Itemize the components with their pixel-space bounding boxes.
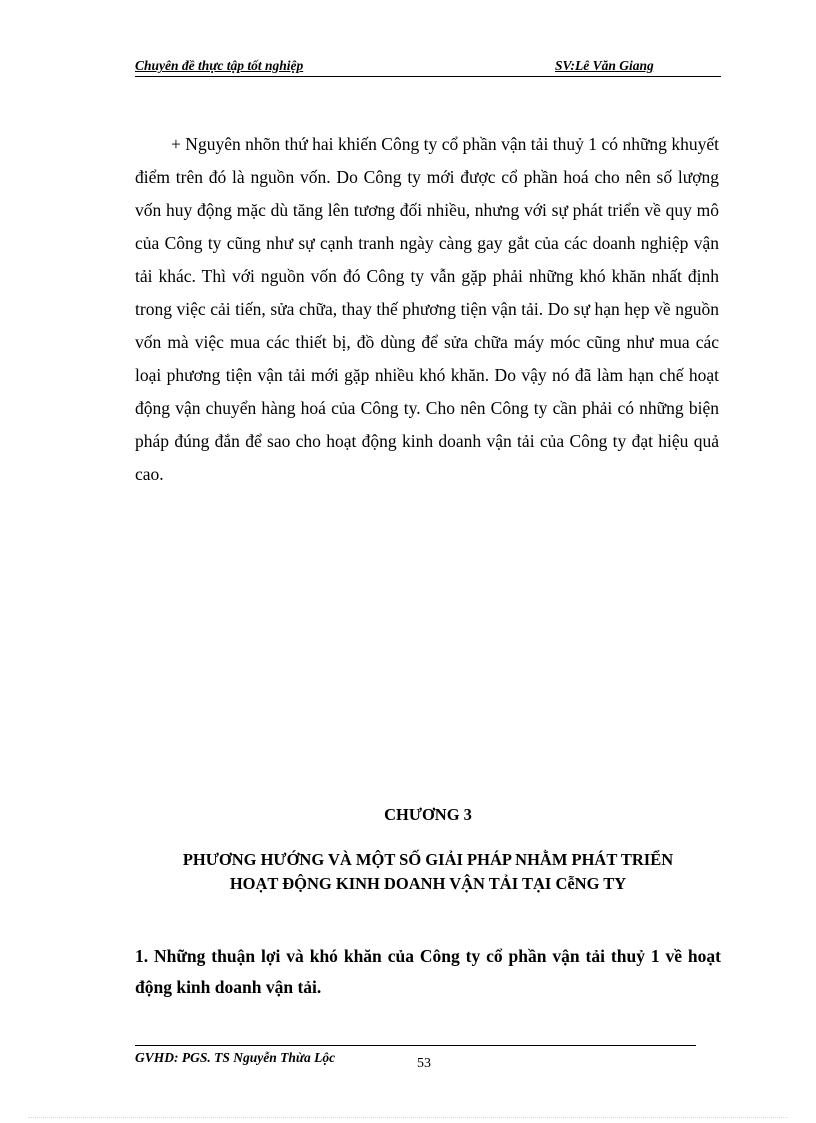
page-header bbox=[135, 58, 721, 77]
chapter-title-line-2: HOẠT ĐỘNG KINH DOANH VẬN TẢI TẠI CễNG TY bbox=[229, 874, 627, 893]
chapter-title-line-1: PHƯƠNG HƯỚNG VÀ MỘT SỐ GIẢI PHÁP NHẰM PHÁT TRIỂN bbox=[182, 850, 674, 869]
chapter-title bbox=[120, 848, 736, 896]
chapter-number: CHƯƠNG 3 bbox=[384, 805, 472, 824]
page-bottom-edge bbox=[28, 1117, 788, 1118]
section-heading: 1. Những thuận lợi và khó khăn của Công ty cổ phần vận tải thuỷ 1 về hoạt động kinh doanh vận tải. bbox=[135, 946, 721, 997]
header-student-name: SV:Lê Văn Giang bbox=[555, 58, 654, 73]
footer-supervisor: GVHD: PGS. TS Nguyễn Thừa Lộc bbox=[135, 1050, 336, 1065]
footer-divider bbox=[135, 1045, 696, 1046]
body-paragraph: + Nguyên nhõn thứ hai khiến Công ty cổ phần vận tải thuỷ 1 có những khuyết điểm trên đó là nguồn vốn. Do Công ty mới được cổ phần hoá cho nên số lượng vốn huy động mặc dù tăng lên tương đối nhiều, nhưng với sự phát triển về quy mô của Công ty cũng như sự cạnh tranh ngày càng gay gắt của các doanh nghiệp vận tải khác. Thì với nguồn vốn đó Công ty vẫn gặp phải những khó khăn nhất định trong việc cải tiến, sửa chữa, thay thế phương tiện vận tải. Do sự hạn hẹp về nguồn vốn mà việc mua các thiết bị, đồ dùng để sửa chữa máy móc cũng như mua các loại phương tiện vận tải mới gặp nhiều khó khăn. Do vậy nó đã làm hạn chế hoạt động vận chuyển hàng hoá của Công ty. Cho nên Công ty cần phải có những biện pháp đúng đắn để sao cho hoạt động kinh doanh vận tải của Công ty đạt hiệu quả cao. bbox=[135, 134, 719, 484]
page-number: 53 bbox=[417, 1056, 431, 1071]
header-document-title: Chuyên đề thực tập tốt nghiệp bbox=[135, 58, 304, 73]
